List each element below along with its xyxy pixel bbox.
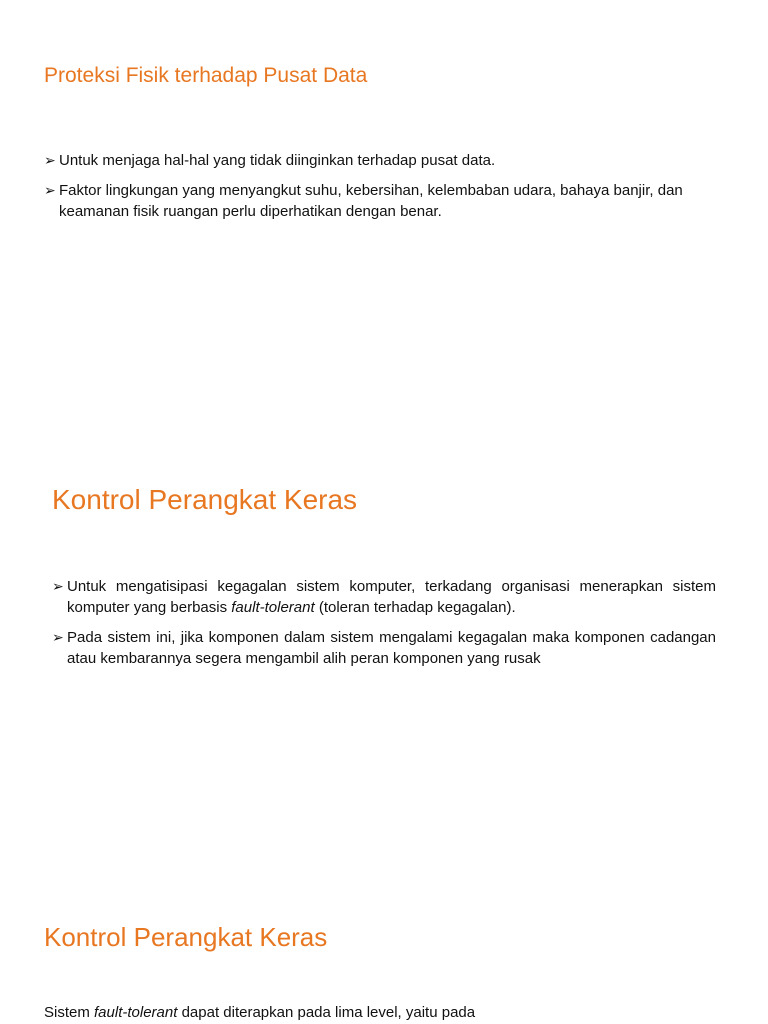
section-1-bullet-list bbox=[44, 150, 724, 222]
section-1-title: Proteksi Fisik terhadap Pusat Data bbox=[44, 64, 368, 87]
body-text-end: dapat diterapkan pada lima level, yaitu pada bbox=[177, 1004, 476, 1021]
bullet-text-end: (toleran terhadap kegagalan). bbox=[314, 599, 516, 616]
arrow-bullet-icon: ➢ bbox=[44, 152, 56, 168]
section-2-title: Kontrol Perangkat Keras bbox=[52, 484, 358, 515]
list-item bbox=[52, 627, 716, 669]
list-item bbox=[52, 576, 716, 618]
bullet-text: Untuk menjaga hal-hal yang tidak diinginkan terhadap pusat data. bbox=[59, 152, 496, 169]
bullet-text: Faktor lingkungan yang menyangkut suhu, kebersihan, kelembaban udara, bahaya banjir, dan keamanan fisik ruangan perlu diperhatikan dengan benar. bbox=[59, 182, 683, 220]
body-text-start: Sistem bbox=[44, 1004, 95, 1021]
fault-tolerant-term: fault-tolerant bbox=[231, 599, 315, 616]
bullet-text-start: Untuk mengatisipasi kegagalan sistem komputer, terkadang organisasi menerapkan sistem komputer yang berbasis bbox=[67, 578, 716, 616]
section-2-bullet-list bbox=[52, 576, 716, 669]
arrow-bullet-icon: ➢ bbox=[44, 182, 56, 198]
arrow-bullet-icon: ➢ bbox=[52, 629, 64, 645]
arrow-bullet-icon: ➢ bbox=[52, 578, 64, 594]
section-3-body-text bbox=[44, 1002, 475, 1023]
bullet-text bbox=[67, 578, 716, 616]
list-item bbox=[44, 150, 724, 171]
bullet-text: Pada sistem ini, jika komponen dalam sistem mengalami kegagalan maka komponen cadangan atau kembarannya segera mengambil alih peran komponen yang rusak bbox=[67, 629, 716, 667]
list-item bbox=[44, 180, 724, 222]
fault-tolerant-term: fault-tolerant bbox=[94, 1004, 178, 1021]
section-3-title: Kontrol Perangkat Keras bbox=[44, 922, 328, 952]
